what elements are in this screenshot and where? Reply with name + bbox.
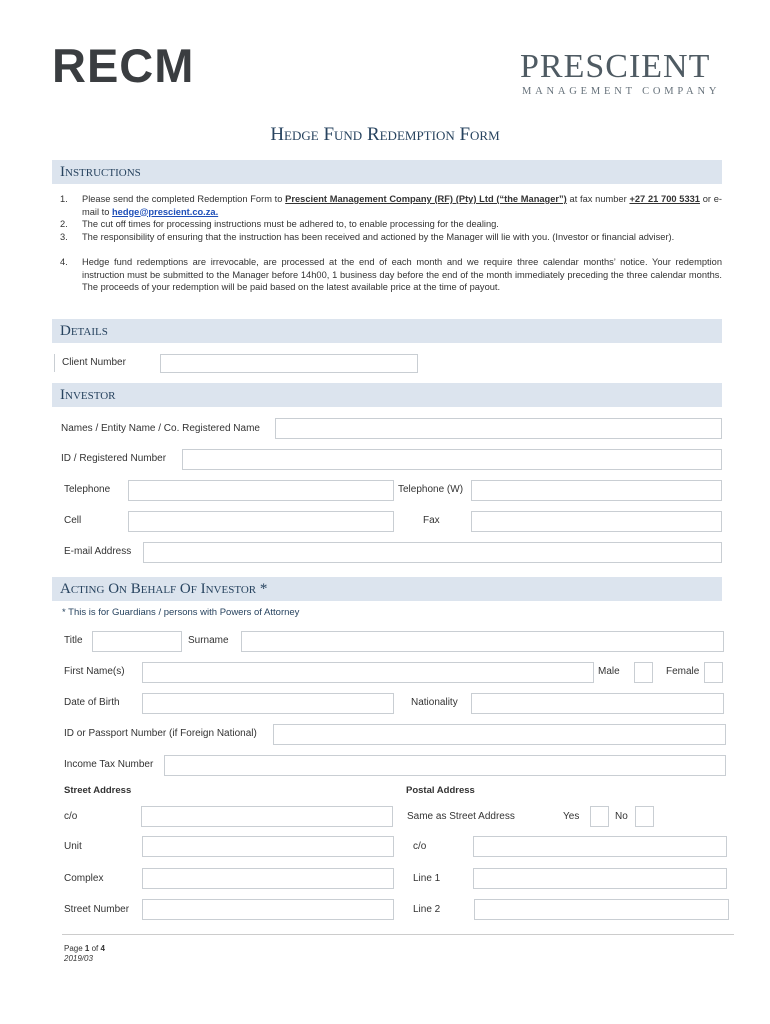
investor-header — [52, 383, 722, 407]
telephone-field[interactable] — [128, 480, 394, 501]
instruction-text: Hedge fund redemptions are irrevocable, are processed at the end of each month and we require three calendar months’ notice. Your redemption instruction must be submitted to the Manager before 14h00, 1 business day before the end of the month immediately preceding the three calendar months. The proceeds of your redemption will be paid based on the latest available price at the time of payout. — [82, 257, 722, 292]
prescient-logo: PRESCIENT — [520, 48, 711, 85]
unit-label: Unit — [64, 841, 82, 852]
instructions-heading: Instructions — [60, 164, 141, 180]
complex-label: Complex — [64, 873, 104, 884]
instruction-number: 3. — [60, 232, 68, 242]
instruction-text-part: at fax number — [566, 194, 630, 204]
same-as-yes-checkbox[interactable] — [590, 806, 609, 827]
cell-field[interactable] — [128, 511, 394, 532]
id-number-field[interactable] — [182, 449, 722, 470]
first-names-field[interactable] — [142, 662, 594, 683]
page-total: 4 — [100, 944, 105, 953]
same-as-no-checkbox[interactable] — [635, 806, 654, 827]
passport-label: ID or Passport Number (if Foreign National) — [64, 728, 257, 739]
male-checkbox[interactable] — [634, 662, 653, 683]
recm-logo: RECM — [52, 39, 195, 92]
tax-number-field[interactable] — [164, 755, 726, 776]
instruction-text — [82, 193, 722, 218]
instruction-text-part: Please send the completed Redemption Form to — [82, 194, 286, 204]
title-field[interactable] — [92, 631, 182, 652]
acting-header — [52, 577, 722, 601]
fax-field[interactable] — [471, 511, 722, 532]
surname-label: Surname — [188, 635, 229, 646]
street-number-field[interactable] — [142, 899, 394, 920]
female-label: Female — [666, 666, 700, 677]
divider — [54, 354, 55, 372]
line1-field[interactable] — [473, 868, 727, 889]
manager-name: Prescient Management Company (RF) (Pty) Ltd (“the Manager”) — [285, 194, 567, 204]
telephone-label: Telephone — [64, 484, 111, 495]
female-checkbox[interactable] — [704, 662, 723, 683]
tax-number-label: Income Tax Number — [64, 759, 154, 770]
page-of: of — [89, 944, 101, 953]
title-label: Title — [64, 635, 83, 646]
email-field[interactable] — [143, 542, 722, 563]
street-co-field[interactable] — [141, 806, 393, 827]
acting-heading: Acting On Behalf Of Investor * — [60, 581, 268, 597]
fax-label: Fax — [423, 515, 440, 526]
page-indicator — [64, 944, 105, 953]
prescient-logo-subtitle: MANAGEMENT COMPANY — [522, 86, 721, 97]
page-prefix: Page — [64, 944, 85, 953]
fax-number: +27 21 700 5331 — [629, 194, 700, 204]
instructions-header — [52, 160, 722, 184]
details-heading: Details — [60, 323, 108, 339]
line1-label: Line 1 — [413, 873, 441, 884]
email-label: E-mail Address — [64, 546, 132, 557]
postal-co-field[interactable] — [473, 836, 727, 857]
surname-field[interactable] — [241, 631, 724, 652]
investor-heading: Investor — [60, 387, 116, 403]
street-address-heading: Street Address — [64, 785, 132, 796]
email-link[interactable]: hedge@prescient.co.za. — [111, 206, 219, 217]
dob-field[interactable] — [142, 693, 394, 714]
instruction-number: 1. — [60, 194, 68, 204]
postal-co-label: c/o — [413, 841, 427, 852]
no-label: No — [615, 811, 628, 822]
client-number-label: Client Number — [62, 357, 126, 368]
line2-label: Line 2 — [413, 904, 441, 915]
male-label: Male — [598, 666, 620, 677]
instruction-item-2 — [60, 218, 722, 231]
instruction-number: 2. — [60, 219, 68, 229]
footer-divider — [62, 934, 734, 935]
names-label: Names / Entity Name / Co. Registered Name — [61, 423, 260, 434]
passport-field[interactable] — [273, 724, 726, 745]
yes-label: Yes — [563, 811, 580, 822]
same-as-street-label: Same as Street Address — [407, 811, 515, 822]
instruction-item-4 — [60, 256, 722, 294]
instruction-text: The cut off times for processing instructions must be adhered to, to enable processing for the dealing. — [82, 219, 499, 229]
nationality-label: Nationality — [411, 697, 458, 708]
page-number: 1 — [84, 944, 90, 953]
complex-field[interactable] — [142, 868, 394, 889]
cell-label: Cell — [64, 515, 82, 526]
instruction-item-1 — [60, 193, 722, 218]
names-field[interactable] — [275, 418, 722, 439]
client-number-field[interactable] — [160, 354, 418, 373]
details-header — [52, 319, 722, 343]
acting-note: * This is for Guardians / persons with Powers of Attorney — [62, 607, 300, 618]
postal-address-heading: Postal Address — [406, 785, 475, 796]
id-number-label: ID / Registered Number — [61, 453, 167, 464]
instruction-text-part: or e-mail to — [82, 194, 722, 217]
form-title: Hedge Fund Redemption Form — [270, 124, 500, 145]
unit-field[interactable] — [142, 836, 394, 857]
instructions-list — [60, 193, 722, 294]
line2-field[interactable] — [474, 899, 729, 920]
instruction-item-3 — [60, 231, 722, 256]
first-names-label: First Name(s) — [64, 666, 125, 677]
telephone-w-field[interactable] — [471, 480, 722, 501]
street-number-label: Street Number — [64, 904, 130, 915]
instruction-text: The responsibility of ensuring that the instruction has been received and actioned by the Manager will lie with you. (Investor or financial adviser). — [82, 232, 675, 242]
street-co-label: c/o — [64, 811, 78, 822]
instruction-number: 4. — [60, 257, 68, 267]
dob-label: Date of Birth — [64, 697, 120, 708]
telephone-w-label: Telephone (W) — [398, 484, 464, 495]
form-version: 2019/03 — [64, 954, 93, 963]
nationality-field[interactable] — [471, 693, 724, 714]
